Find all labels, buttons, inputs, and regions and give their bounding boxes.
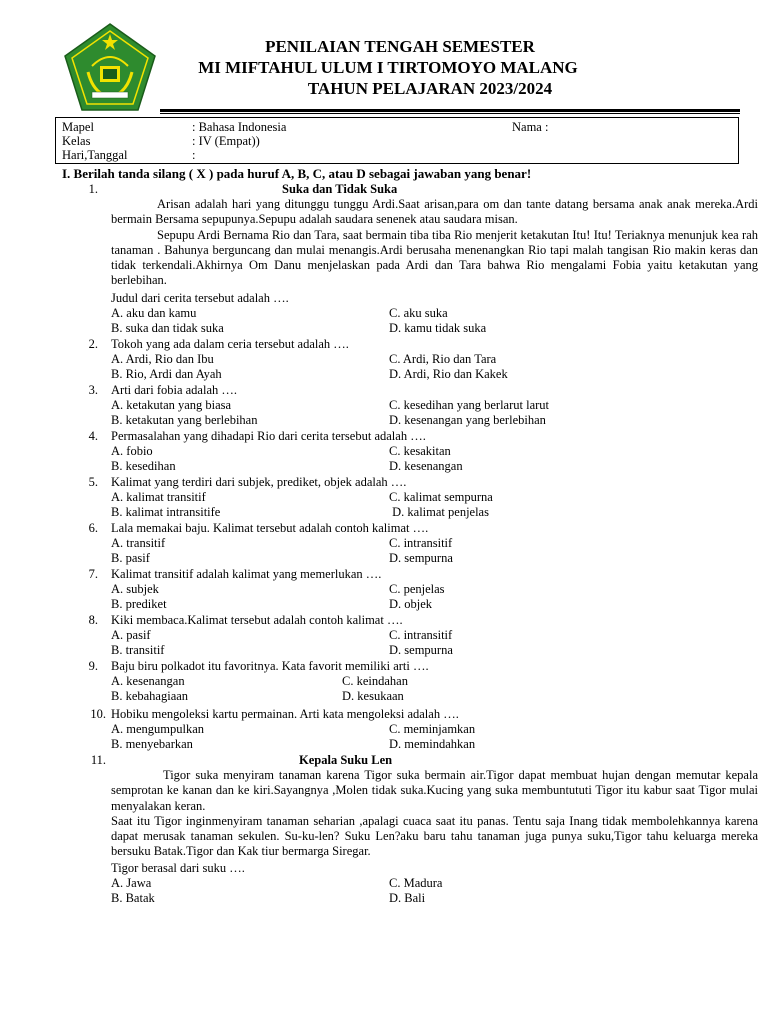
option-11d: D. Bali [389, 891, 426, 905]
option-c: C. intransitif [389, 536, 453, 550]
option-c: C. kesedihan yang berlarut larut [389, 398, 550, 412]
story1-title: Suka dan Tidak Suka [282, 182, 398, 196]
story11-title: Kepala Suku Len [299, 753, 393, 767]
option-b: B. Rio, Ardi dan Ayah [111, 367, 222, 381]
header-rule-thick [160, 109, 740, 112]
option-1b: B. suka dan tidak suka [111, 321, 224, 335]
option-d: D. memindahkan [389, 737, 476, 751]
option-b: B. ketakutan yang berlebihan [111, 413, 258, 427]
question-number: 2. [88, 337, 98, 351]
story11-paragraph-2: Saat itu Tigor inginmenyiram tanaman seharian ,apalagi cuaca saat itu panas. Tentu saja Inang tidak membolehkannya karena dapat merusak tanaman sekulen. Su-ku-len? Suku Len?aku baru tahu tanaman juga punya suku,Tigor tahu keluarga mereka bersuku Batak.Tigor dan Kak tiur bermarga Siregar. [111, 813, 758, 859]
question-number: 5. [88, 475, 98, 489]
option-d: D. kesenangan yang berlebihan [389, 413, 546, 427]
option-a: A. mengumpulkan [111, 722, 205, 736]
title-school: MI MIFTAHUL ULUM I TIRTOMOYO MALANG [198, 58, 578, 77]
question-11-text: Tigor berasal dari suku …. [111, 861, 245, 875]
option-a: A. kalimat transitif [111, 490, 206, 504]
option-1c: C. aku suka [389, 306, 448, 320]
option-c: C. kesakitan [389, 444, 451, 458]
question-text: Kiki membaca.Kalimat tersebut adalah contoh kalimat …. [111, 613, 403, 627]
document-header [160, 36, 640, 99]
question-number: 3. [88, 383, 98, 397]
question-number: 8. [88, 613, 98, 627]
question-text: Hobiku mengoleksi kartu permainan. Arti kata mengoleksi adalah …. [111, 707, 459, 721]
question-text: Lala memakai baju. Kalimat tersebut adalah contoh kalimat …. [111, 521, 429, 535]
kelas-value: : IV (Empat)) [192, 134, 260, 148]
mapel-value: : Bahasa Indonesia [192, 120, 287, 134]
story11-text [111, 768, 758, 860]
option-c: C. penjelas [389, 582, 445, 596]
option-a: A. Ardi, Rio dan Ibu [111, 352, 214, 366]
option-b: B. transitif [111, 643, 165, 657]
option-a: A. kesenangan [111, 674, 185, 688]
question-number: 4. [88, 429, 98, 443]
hari-label: Hari,Tanggal [62, 148, 128, 162]
option-a: A. subjek [111, 582, 159, 596]
option-b: B. kalimat intransitife [111, 505, 221, 519]
title-exam: PENILAIAN TENGAH SEMESTER [265, 37, 535, 56]
identity-box [55, 117, 739, 164]
option-b: B. kebahagiaan [111, 689, 189, 703]
option-d: D. kesukaan [342, 689, 404, 703]
option-a: A. transitif [111, 536, 166, 550]
option-b: B. menyebarkan [111, 737, 193, 751]
option-11a: A. Jawa [111, 876, 152, 890]
option-c: C. Ardi, Rio dan Tara [389, 352, 497, 366]
nama-label: Nama : [512, 120, 549, 134]
option-c: C. intransitif [389, 628, 453, 642]
story1-paragraph-1: Arisan adalah hari yang ditunggu tunggu Ardi.Saat arisan,para om dan tante datang bersama anak anak mereka.Ardi bermain Bersama sepupunya.Sepupu adalah saudara senenek atau saudara misan. [111, 197, 758, 227]
question-1-text: Judul dari cerita tersebut adalah …. [111, 291, 289, 305]
story1-text [111, 197, 758, 289]
instruction: I. Berilah tanda silang ( X ) pada huruf A, B, C, atau D sebagai jawaban yang benar! [62, 166, 532, 181]
question-text: Permasalahan yang dihadapi Rio dari cerita tersebut adalah …. [111, 429, 426, 443]
kelas-label: Kelas [62, 134, 91, 148]
option-a: A. ketakutan yang biasa [111, 398, 232, 412]
option-a: A. pasif [111, 628, 151, 642]
question-text: Tokoh yang ada dalam ceria tersebut adalah …. [111, 337, 349, 351]
question-number: 7. [88, 567, 98, 581]
option-b: B. pasif [111, 551, 150, 565]
story11-paragraph-1: Tigor suka menyiram tanaman karena Tigor suka bermain air.Tigor dapat membuat hujan dengan memutar kepala semprotan ke kanan dan ke kiri.Sayangnya ,Molen tidak suka.Kucing yang suka membuntututi Tigor itu kabur saat Tigor mulai menyalakan keran. [111, 768, 758, 813]
question-number-1: 1. [88, 182, 98, 196]
hari-value: : [192, 148, 196, 162]
option-11c: C. Madura [389, 876, 443, 890]
question-text: Kalimat yang terdiri dari subjek, prediket, objek adalah …. [111, 475, 407, 489]
question-text: Kalimat transitif adalah kalimat yang memerlukan …. [111, 567, 382, 581]
option-c: C. keindahan [342, 674, 408, 688]
story1-paragraph-2: Sepupu Ardi Bernama Rio dan Tara, saat bermain tiba tiba Rio menjerit ketakutan Itu! Itu! Teriaknya menunjuk kea rah tanaman . Bahunya berguncang dan mulai menangis.Ardi berusaha menenangkan Rio tapi malah tangisan Rio makin keras dan tidak terkendali.Akhirnya Om Danu menjelaskan pada Ardi dan Tara bahwa Rio mengalami Fobia yaitu ketakutan yang berlebihan. [111, 227, 758, 288]
question-text: Arti dari fobia adalah …. [111, 383, 237, 397]
option-a: A. fobio [111, 444, 153, 458]
option-d: D. kalimat penjelas [389, 505, 489, 519]
question-number: 9. [88, 659, 98, 673]
option-c: C. kalimat sempurna [389, 490, 493, 504]
option-b: B. prediket [111, 597, 167, 611]
mapel-label: Mapel [62, 120, 94, 134]
question-text: Baju biru polkadot itu favoritnya. Kata favorit memiliki arti …. [111, 659, 429, 673]
question-number-11: 11. [90, 753, 106, 767]
title-year: TAHUN PELAJARAN 2023/2024 [307, 79, 553, 98]
option-c: C. meminjamkan [389, 722, 476, 736]
option-1a: A. aku dan kamu [111, 306, 197, 320]
option-d: D. objek [389, 597, 433, 611]
option-d: D. sempurna [389, 551, 453, 565]
option-1d: D. kamu tidak suka [389, 321, 487, 335]
option-d: D. sempurna [389, 643, 453, 657]
header-rule-thin [160, 113, 740, 114]
option-d: D. Ardi, Rio dan Kakek [389, 367, 508, 381]
option-d: D. kesenangan [389, 459, 463, 473]
option-11b: B. Batak [111, 891, 155, 905]
option-b: B. kesedihan [111, 459, 176, 473]
question-number: 10. [90, 707, 106, 721]
question-number: 6. [88, 521, 98, 535]
